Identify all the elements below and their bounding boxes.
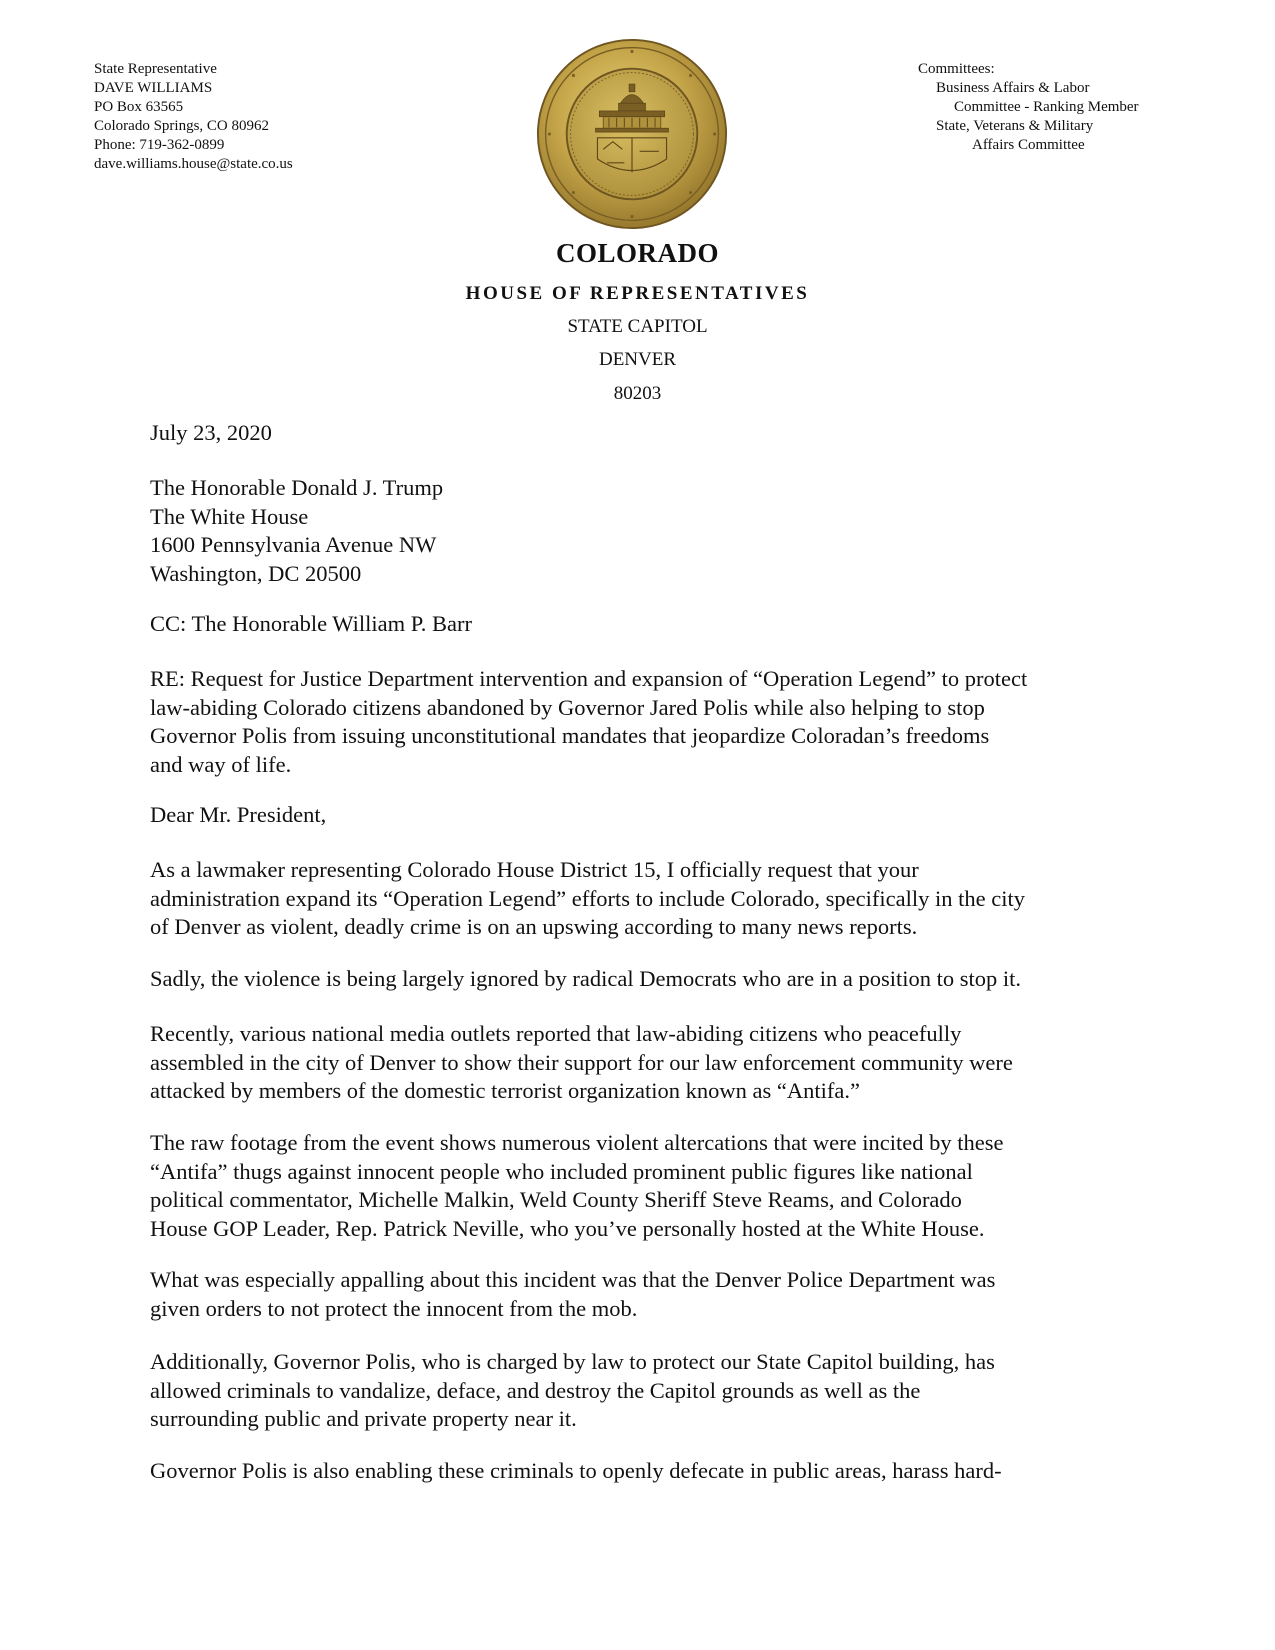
sender-city: Colorado Springs, CO 80962 — [94, 118, 270, 134]
body-paragraph — [150, 856, 1150, 942]
masthead-chamber: HOUSE OF REPRESENTATIVES — [465, 283, 810, 304]
committees-heading: Committees: — [918, 61, 995, 77]
paragraph-line: political commentator, Michelle Malkin, Weld County Sheriff Steve Reams, and Colorado — [150, 1187, 962, 1212]
sender-email: dave.williams.house@state.co.us — [94, 156, 293, 172]
masthead-building: STATE CAPITOL — [567, 316, 708, 337]
paragraph-line: The raw footage from the event shows numerous violent altercations that were incited by these — [150, 1130, 1004, 1155]
masthead-state: COLORADO — [555, 238, 719, 268]
committee-state-veterans: State, Veterans & Military — [936, 118, 1094, 134]
paragraph-line: given orders to not protect the innocent from the mob. — [150, 1295, 638, 1321]
paragraph-line: House GOP Leader, Rep. Patrick Neville, who you’ve personally hosted at the White House. — [150, 1215, 985, 1241]
committee-business-affairs: Business Affairs & Labor — [936, 80, 1090, 96]
sender-name: DAVE WILLIAMS — [94, 80, 213, 96]
paragraph-line: “Antifa” thugs against innocent people who included prominent public figures like national — [150, 1158, 973, 1184]
body-paragraph — [150, 1020, 1150, 1106]
sender-phone: Phone: 719-362-0899 — [94, 137, 225, 153]
paragraph-line: Additionally, Governor Polis, who is charged by law to protect our State Capitol building, has — [150, 1349, 995, 1374]
recipient-address — [150, 474, 1150, 588]
paragraph-line: Governor Polis is also enabling these criminals to openly defecate in public areas, harass hard- — [150, 1458, 1002, 1483]
recipient-street: 1600 Pennsylvania Avenue NW — [150, 532, 437, 557]
house-of-representatives-seal-icon — [536, 38, 728, 230]
masthead-zip: 80203 — [613, 383, 662, 404]
paragraph-line: Recently, various national media outlets reported that law-abiding citizens who peacefully — [150, 1021, 962, 1046]
committees-block — [918, 60, 1139, 155]
paragraph-line: administration expand its “Operation Legend” efforts to include Colorado, specifically in the city — [150, 885, 1025, 911]
recipient-city: Washington, DC 20500 — [150, 560, 362, 586]
recipient-office: The White House — [150, 503, 309, 529]
sender-po-box: PO Box 63565 — [94, 99, 184, 115]
sender-title: State Representative — [94, 61, 217, 77]
paragraph-line: of Denver as violent, deadly crime is on an upswing according to many news reports. — [150, 914, 918, 939]
subject-line: law-abiding Colorado citizens abandoned by Governor Jared Polis while also helping to stop — [150, 694, 985, 720]
cc-line: CC: The Honorable William P. Barr — [150, 611, 472, 636]
body-paragraph — [150, 965, 1150, 994]
paragraph-line: surrounding public and private property near it. — [150, 1406, 577, 1431]
recipient-name: The Honorable Donald J. Trump — [150, 475, 444, 500]
paragraph-line: attacked by members of the domestic terrorist organization known as “Antifa.” — [150, 1078, 860, 1103]
paragraph-line: As a lawmaker representing Colorado House District 15, I officially request that your — [150, 857, 919, 882]
body-paragraph — [150, 1348, 1150, 1434]
body-paragraph — [150, 1266, 1150, 1323]
letter-date: July 23, 2020 — [150, 420, 272, 445]
paragraph-line: Sadly, the violence is being largely ignored by radical Democrats who are in a position to stop it. — [150, 966, 1022, 991]
sender-address-block — [94, 60, 293, 174]
paragraph-line: allowed criminals to vandalize, deface, and destroy the Capitol grounds as well as the — [150, 1377, 921, 1403]
paragraph-line: What was especially appalling about this incident was that the Denver Police Department was — [150, 1267, 996, 1292]
paragraph-line: assembled in the city of Denver to show their support for our law enforcement community were — [150, 1049, 1013, 1075]
committee-affairs: Affairs Committee — [972, 137, 1085, 153]
subject-line: RE: Request for Justice Department intervention and expansion of “Operation Legend” to protect — [150, 666, 1028, 691]
body-paragraph — [150, 1129, 1150, 1243]
body-paragraph — [150, 1457, 1150, 1486]
committee-ranking-member: Committee - Ranking Member — [954, 99, 1139, 115]
subject-line: Governor Polis from issuing unconstitutional mandates that jeopardize Coloradan’s freedoms — [150, 723, 990, 748]
masthead-city: DENVER — [598, 349, 677, 370]
subject-block — [150, 665, 1150, 779]
subject-line: and way of life. — [150, 751, 292, 777]
salutation: Dear Mr. President, — [150, 802, 327, 827]
